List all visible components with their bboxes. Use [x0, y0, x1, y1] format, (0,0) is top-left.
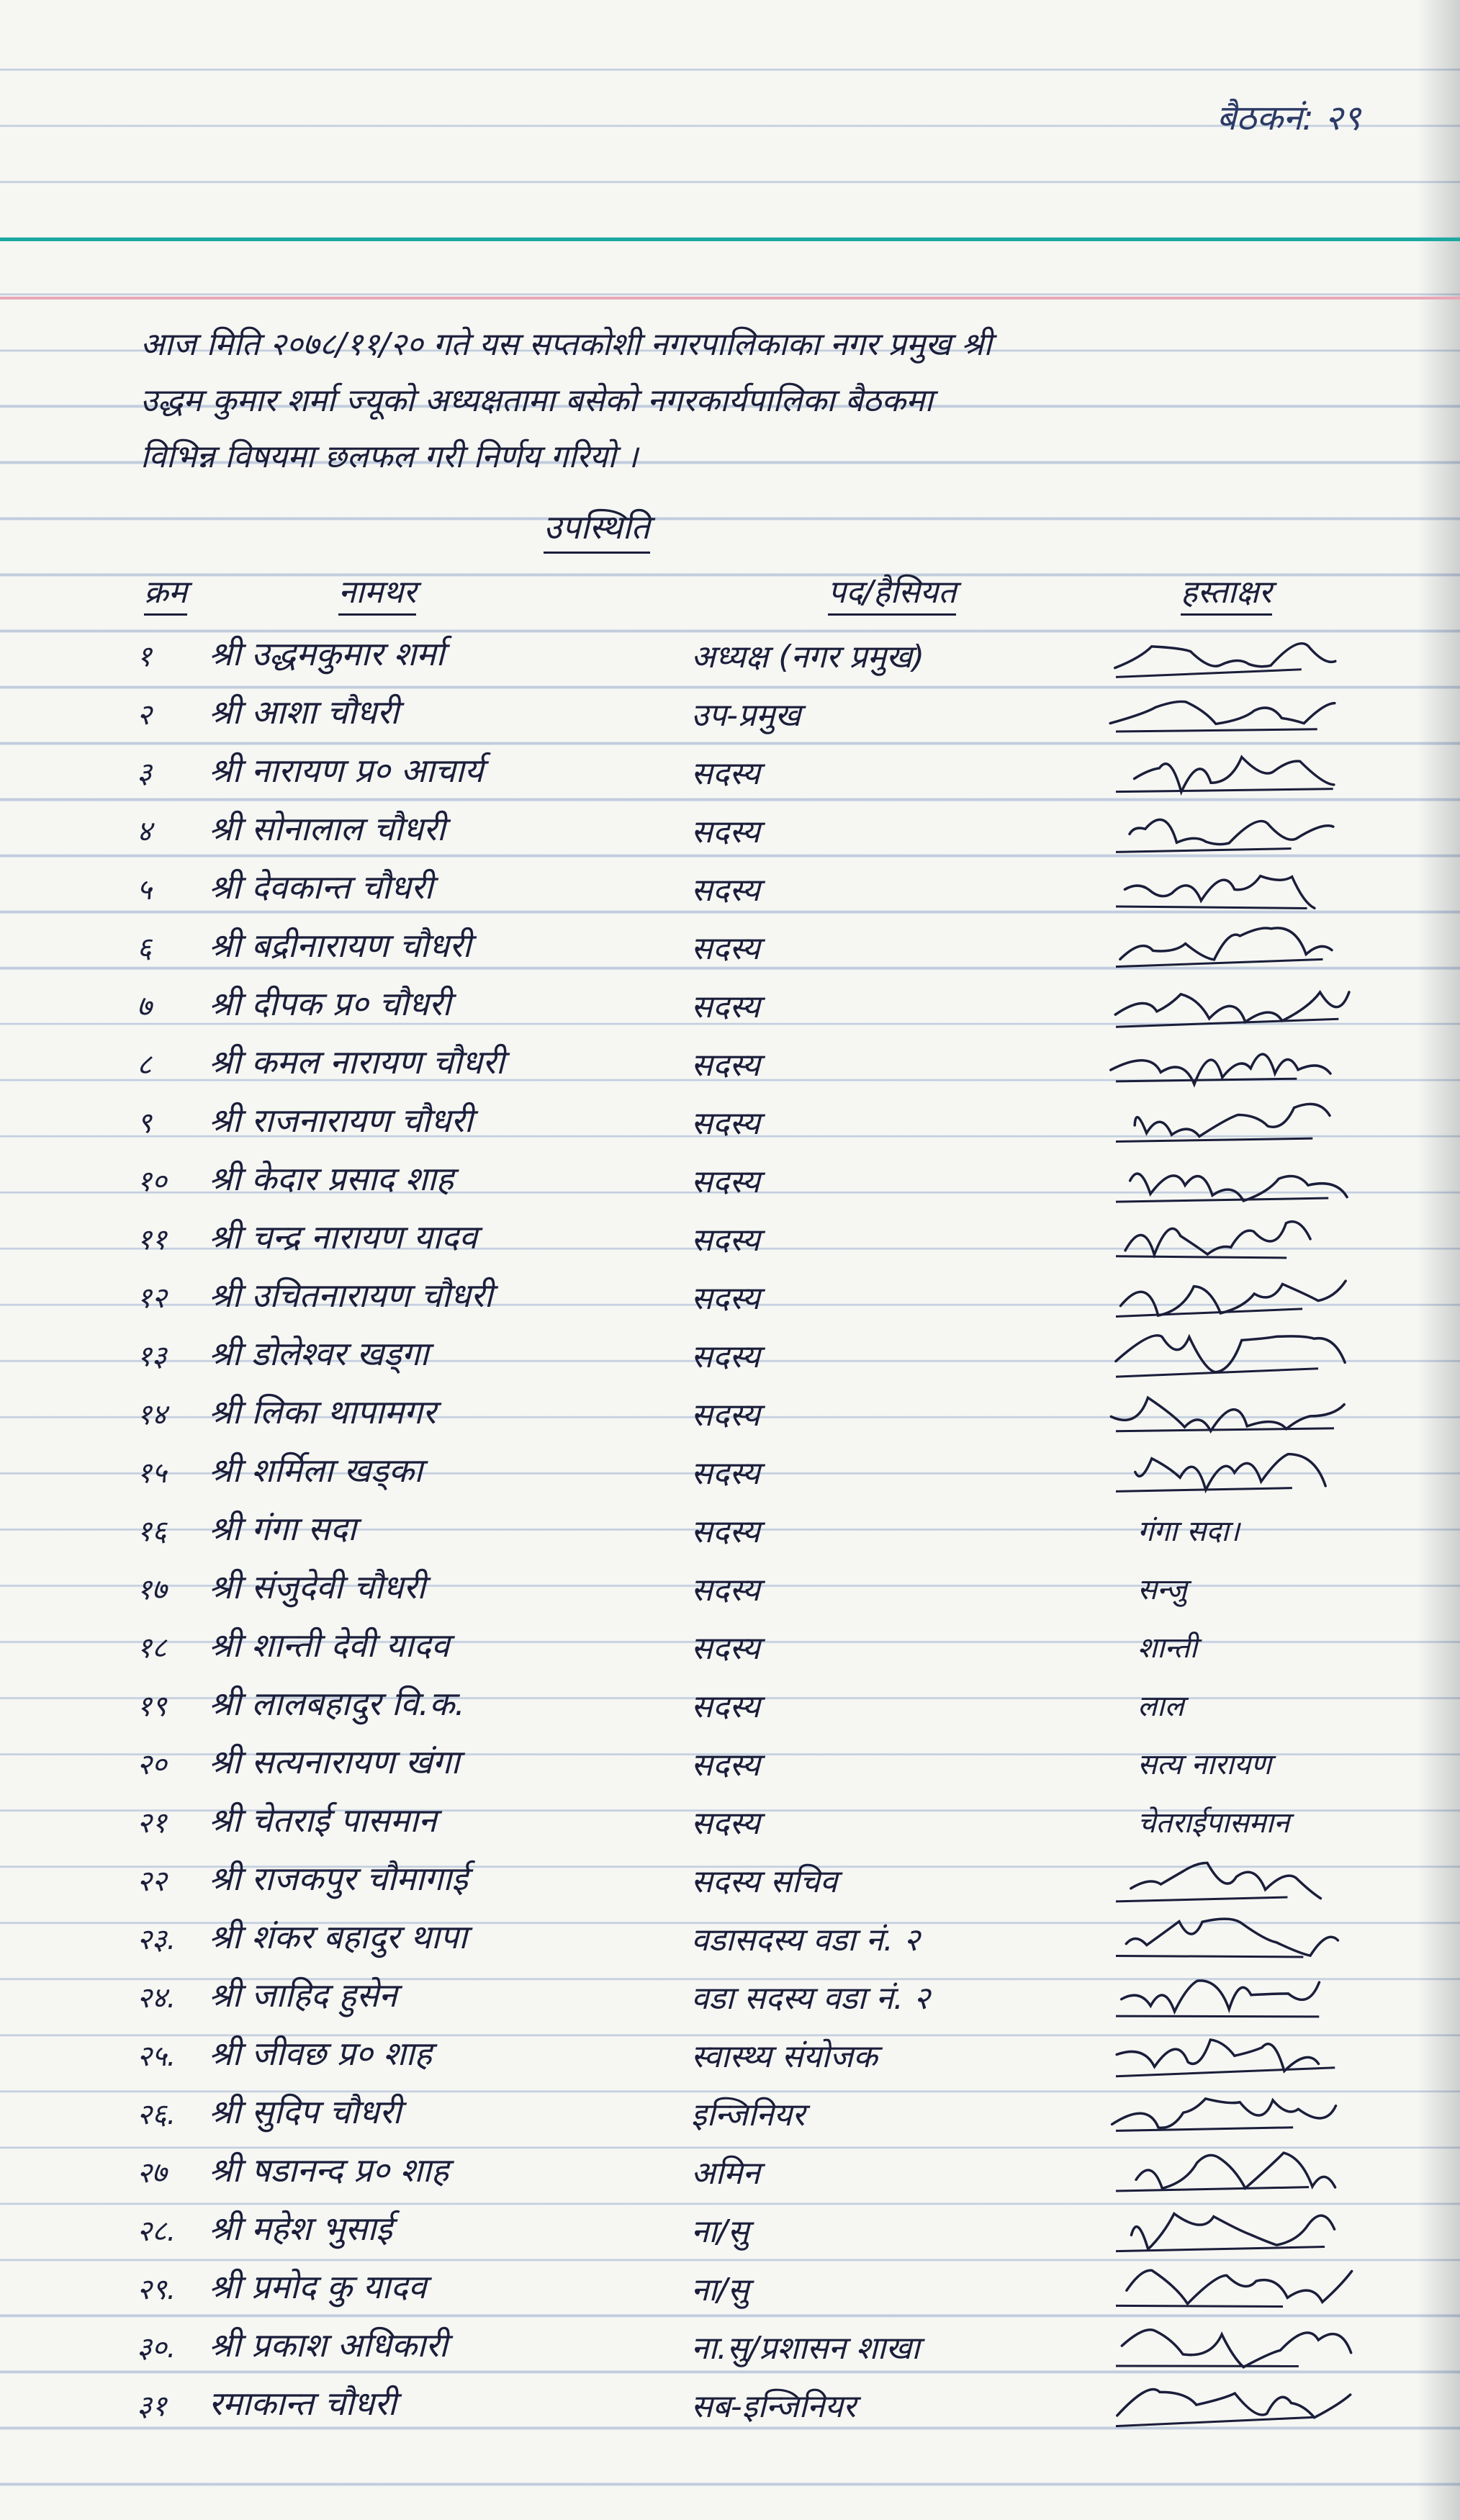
attendee-serial: १६ [137, 1515, 167, 1548]
attendee-row [0, 1093, 1460, 1151]
attendee-serial: २६. [137, 2098, 176, 2131]
attendee-name: श्री शर्मिला खड्का [209, 1451, 423, 1490]
signature-underline [1116, 2068, 1335, 2076]
attendee-signature [1094, 1730, 1397, 1795]
attendee-name: श्री गंगा सदा [209, 1509, 356, 1548]
signature-stroke [1122, 2330, 1351, 2367]
attendee-position: सदस्य [691, 1688, 760, 1725]
signature-stroke [1135, 1104, 1330, 1136]
attendee-serial: २५. [137, 2040, 176, 2073]
signature-underline [1116, 1138, 1312, 1141]
attendee-position: सदस्य [691, 1105, 760, 1142]
signature-underline [1116, 1369, 1318, 1377]
signature-stroke [1126, 1919, 1338, 1956]
attendee-row [0, 2026, 1460, 2084]
attendee-name: श्री केदार प्रसाद शाह [209, 1159, 454, 1198]
intro-line: आज मिति २०७८/११/२० गते यस सप्तकोशी नगरपालिकाका नगर प्रमुख श्री [140, 326, 992, 363]
attendee-signature [1094, 739, 1397, 804]
attendee-row [0, 1734, 1460, 1792]
attendee-row [0, 1851, 1460, 1909]
attendee-serial: १० [137, 1165, 167, 1198]
signature-underline [1116, 906, 1307, 909]
header-rule-line [0, 238, 1460, 241]
column-header-serial: क्रम [144, 569, 187, 616]
signature-handwritten-text: सत्य नारायण [1137, 1748, 1271, 1781]
signature-underline [1116, 670, 1302, 678]
attendee-name: श्री डोलेश्वर खड्गा [209, 1334, 429, 1373]
handwritten-signature-graphic [1094, 2255, 1397, 2320]
attendee-name: श्री लालबहादुर वि.क. [209, 1684, 465, 1723]
signature-underline [1116, 2305, 1283, 2306]
attendee-signature [1094, 1147, 1397, 1212]
attendee-position: उप-प्रमुख [691, 697, 801, 734]
attendee-signature [1094, 1205, 1397, 1270]
attendee-name: श्री महेश भुसाई [209, 2209, 392, 2248]
handwritten-signature-graphic [1094, 1147, 1397, 1212]
attendee-serial: ३०. [137, 2331, 176, 2364]
attendee-position: सदस्य [691, 1572, 760, 1608]
attendee-position: इन्जिनियर [691, 2097, 806, 2133]
attendee-row [0, 685, 1460, 742]
attendee-serial: २८. [137, 2215, 176, 2248]
attendee-position: सदस्य [691, 989, 760, 1025]
handwritten-signature-graphic [1094, 1439, 1397, 1503]
attendee-signature [1094, 2372, 1397, 2436]
attendee-name: श्री देवकान्त चौधरी [209, 868, 433, 906]
attendee-name: श्री बद्रीनारायण चौधरी [209, 926, 472, 965]
attendee-position: सदस्य [691, 1047, 760, 1084]
attendee-signature [1094, 2197, 1397, 2262]
attendee-row [0, 2201, 1460, 2259]
attendee-signature [1094, 1089, 1397, 1153]
attendee-row [0, 1618, 1460, 1675]
attendee-row [0, 1560, 1460, 1617]
attendee-position: सदस्य [691, 1805, 760, 1842]
signature-stroke [1120, 928, 1332, 960]
handwritten-signature-graphic [1094, 1264, 1397, 1328]
attendee-position: सब-इन्जिनियर [691, 2388, 856, 2425]
attendee-position: वडा सदस्य वडा नं. २ [691, 1980, 930, 2017]
column-header-name: नामथर [338, 569, 416, 616]
attendee-serial: १९ [137, 1690, 167, 1723]
attendee-signature [1094, 2313, 1397, 2378]
signature-underline [1116, 1309, 1302, 1317]
attendee-signature [1094, 1264, 1397, 1328]
signature-stroke [1120, 1281, 1346, 1315]
attendee-position: सदस्य [691, 1513, 760, 1550]
attendee-serial: ३१ [137, 2390, 167, 2423]
attendee-name: श्री जाहिद हुसेन [209, 1976, 397, 2015]
attendee-name: श्री चेतराई पासमान [209, 1801, 437, 1840]
attendee-row [0, 743, 1460, 801]
attendee-serial: १५ [137, 1457, 167, 1490]
attendee-name: श्री उचितनारायण चौधरी [209, 1276, 493, 1315]
attendee-position: स्वास्थ्य संयोजक [691, 2038, 878, 2075]
handwritten-signature-graphic [1094, 1847, 1397, 1912]
attendee-signature [1094, 1847, 1397, 1912]
signature-stroke [1130, 1174, 1347, 1201]
attendee-name: श्री आशा चौधरी [209, 693, 400, 732]
handwritten-signature-graphic [1094, 739, 1397, 804]
attendee-position: सदस्य [691, 1164, 760, 1200]
signature-stroke [1135, 757, 1334, 792]
handwritten-signature-graphic [1094, 972, 1397, 1037]
signature-stroke [1116, 1336, 1345, 1372]
attendee-position: सदस्य [691, 930, 760, 967]
attendee-row [0, 860, 1460, 917]
attendee-name: श्री लिका थापामगर [209, 1392, 436, 1431]
signature-handwritten-text: चेतराईपासमान [1137, 1806, 1290, 1840]
signature-handwritten-text: सन्जु [1137, 1573, 1187, 1606]
handwritten-signature-graphic [1094, 797, 1397, 862]
attendee-position: अमिन [691, 2155, 760, 2192]
signature-stroke [1136, 2153, 1335, 2188]
attendee-signature [1094, 797, 1397, 862]
attendee-signature [1094, 2080, 1397, 2145]
attendee-serial: २१ [137, 1806, 167, 1840]
attendee-signature [1094, 914, 1397, 978]
attendee-row [0, 1268, 1460, 1326]
signature-handwritten-text: गंगा सदा। [1137, 1515, 1240, 1548]
handwritten-signature-graphic [1094, 2022, 1397, 2087]
attendee-position: ना/सु [691, 2272, 749, 2308]
attendee-signature [1094, 1614, 1397, 1678]
signature-underline [1116, 1256, 1286, 1258]
signature-stroke [1131, 2214, 1334, 2249]
signature-handwritten-text: शान्ती [1137, 1632, 1198, 1665]
signature-stroke [1131, 1863, 1321, 1898]
signature-stroke [1117, 2390, 1351, 2418]
attendee-signature [1094, 1788, 1397, 1853]
signature-underline [1116, 729, 1317, 732]
attendee-name: श्री दीपक प्र० चौधरी [209, 984, 451, 1023]
attendee-signature [1094, 1497, 1397, 1562]
attendee-serial: १७ [137, 1573, 167, 1606]
attendee-signature [1094, 2255, 1397, 2320]
signature-underline [1116, 1019, 1338, 1027]
attendee-serial: २९. [137, 2273, 176, 2306]
attendee-position: वडासदस्य वडा नं. २ [691, 1922, 920, 1958]
intro-line: उद्धम कुमार शर्मा ज्यूको अध्यक्षतामा बसेको नगरकार्यपालिका बैठकमा [140, 382, 933, 419]
attendee-position: सदस्य [691, 1280, 760, 1317]
attendee-serial: ७ [137, 990, 152, 1023]
attendee-signature [1094, 1439, 1397, 1503]
attendee-name: श्री उद्धमकुमार शर्मा [209, 634, 445, 673]
handwritten-signature-graphic [1094, 2138, 1397, 2203]
attendee-row [0, 1035, 1460, 1092]
attendee-row [0, 1210, 1460, 1267]
handwritten-signature-graphic [1094, 914, 1397, 978]
attendee-position: सदस्य [691, 1338, 760, 1375]
intro-line: विभिन्न विषयमा छलफल गरी निर्णय गरियो । [140, 438, 639, 475]
attendee-row [0, 1385, 1460, 1442]
attendee-position: सदस्य [691, 1630, 760, 1667]
attendee-signature [1094, 2138, 1397, 2203]
attendee-serial: ८ [137, 1048, 152, 1081]
attendee-signature [1094, 622, 1397, 687]
attendee-name: श्री प्रकाश अधिकारी [209, 2326, 448, 2364]
attendee-signature [1094, 1672, 1397, 1737]
signature-underline [1116, 2128, 1293, 2131]
handwritten-signature-graphic [1094, 855, 1397, 920]
attendee-serial: २० [137, 1748, 167, 1781]
intro-paragraph [140, 317, 1407, 485]
attendee-row [0, 1151, 1460, 1209]
attendee-row [0, 1968, 1460, 2025]
attendee-position: सदस्य [691, 1747, 760, 1783]
attendee-signature [1094, 1963, 1397, 2028]
signature-underline [1116, 959, 1322, 966]
column-header-position: पद/हैसियत [828, 569, 956, 616]
attendee-serial: १ [137, 640, 152, 673]
attendee-serial: १४ [137, 1398, 167, 1431]
attendee-row [0, 1909, 1460, 1967]
column-header-signature: हस्ताक्षर [1181, 569, 1272, 616]
handwritten-signature-graphic [1094, 622, 1397, 687]
attendee-name: श्री शान्ती देवी यादव [209, 1626, 450, 1665]
signature-stroke [1110, 701, 1335, 724]
signature-stroke [1111, 1398, 1344, 1431]
handwritten-signature-graphic [1094, 2197, 1397, 2262]
attendee-name: श्री सोनालाल चौधरी [209, 809, 446, 848]
signature-stroke [1127, 2270, 1352, 2303]
signature-stroke [1117, 2040, 1318, 2071]
attendee-name: श्री सुदिप चौधरी [209, 2092, 402, 2131]
attendee-serial: ५ [137, 873, 152, 906]
attendee-serial: ६ [137, 932, 152, 965]
attendee-name: श्री जीवछ प्र० शाह [209, 2034, 432, 2073]
signature-stroke [1115, 644, 1335, 668]
attendee-row [0, 2259, 1460, 2317]
attendee-row [0, 2318, 1460, 2375]
attendee-position: सदस्य [691, 1222, 760, 1259]
attendee-signature [1094, 972, 1397, 1037]
attendee-row [0, 801, 1460, 859]
attendee-signature [1094, 1555, 1397, 1620]
signature-stroke [1115, 992, 1349, 1022]
attendee-serial: २२ [137, 1865, 167, 1898]
attendee-serial: २७ [137, 2156, 167, 2190]
signature-underline [1116, 849, 1292, 852]
attendee-row [0, 2143, 1460, 2200]
attendee-position: सदस्य [691, 1397, 760, 1434]
attendee-row [0, 1326, 1460, 1384]
attendee-name: श्री नारायण प्र० आचार्य [209, 751, 484, 790]
attendee-serial: २४. [137, 1981, 176, 2015]
handwritten-signature-graphic [1094, 1030, 1397, 1095]
attendee-name: श्री कमल नारायण चौधरी [209, 1043, 505, 1081]
attendee-name: श्री राजनारायण चौधरी [209, 1101, 473, 1140]
signature-underline [1116, 789, 1333, 792]
attendee-signature [1094, 1322, 1397, 1387]
signature-stroke [1135, 1454, 1325, 1490]
attendee-serial: ३ [137, 757, 152, 790]
handwritten-signature-graphic [1094, 1089, 1397, 1153]
meeting-number: बैठकनं: २९ [1217, 98, 1361, 138]
signature-underline [1116, 2417, 1315, 2426]
signature-underline [1116, 2187, 1309, 2191]
attendee-row [0, 976, 1460, 1034]
attendee-signature [1094, 1030, 1397, 1095]
handwritten-signature-graphic [1094, 1322, 1397, 1387]
signature-stroke [1130, 819, 1333, 844]
attendee-name: श्री षडानन्द प्र० शाह [209, 2151, 449, 2190]
attendee-serial: ९ [137, 1107, 152, 1140]
attendee-position: ना.सु/प्रशासन शाखा [691, 2330, 920, 2367]
attendee-name: श्री संजुदेवी चौधरी [209, 1567, 426, 1606]
attendee-signature [1094, 1380, 1397, 1445]
attendee-signature [1094, 855, 1397, 920]
handwritten-signature-graphic [1094, 1963, 1397, 2028]
handwritten-signature-graphic [1094, 680, 1397, 745]
handwritten-signature-graphic [1094, 1905, 1397, 1970]
attendee-row [0, 918, 1460, 976]
attendee-position: ना/सु [691, 2213, 749, 2250]
attendee-signature [1094, 680, 1397, 745]
margin-rule-line [0, 297, 1460, 300]
attendee-name: श्री सत्यनारायण खंगा [209, 1742, 460, 1781]
attendee-serial: ११ [137, 1223, 167, 1256]
signature-stroke [1125, 876, 1314, 909]
attendee-row [0, 626, 1460, 684]
attendee-row [0, 2084, 1460, 2142]
signature-underline [1116, 2016, 1319, 2017]
attendee-name: श्री शंकर बहादुर थापा [209, 1917, 467, 1956]
attendee-position: सदस्य [691, 814, 760, 850]
attendee-position: अध्यक्ष (नगर प्रमुख) [691, 639, 925, 675]
attendee-row [0, 1676, 1460, 1734]
attendee-position: सदस्य सचिव [691, 1863, 838, 1900]
signature-handwritten-text: लाल [1137, 1690, 1184, 1723]
attendee-position: सदस्य [691, 872, 760, 909]
signature-underline [1116, 1079, 1297, 1081]
signature-underline [1116, 1897, 1287, 1902]
attendee-row [0, 2376, 1460, 2434]
attendee-position: सदस्य [691, 755, 760, 792]
attendee-name: रमाकान्त चौधरी [209, 2384, 397, 2423]
signature-stroke [1112, 2099, 1336, 2128]
signature-stroke [1125, 1222, 1310, 1255]
attendee-row [0, 1793, 1460, 1850]
attendee-serial: २ [137, 698, 152, 732]
handwritten-signature-graphic [1094, 2080, 1397, 2145]
attendee-row [0, 1501, 1460, 1559]
attendee-serial: २३. [137, 1923, 176, 1956]
attendee-name: श्री प्रमोद कु यादव [209, 2267, 427, 2306]
attendee-row [0, 1443, 1460, 1500]
signature-stroke [1122, 1981, 1320, 2012]
signature-underline [1116, 1428, 1334, 1431]
handwritten-signature-graphic [1094, 2313, 1397, 2378]
signature-underline [1116, 1198, 1328, 1202]
attendee-position: सदस्य [691, 1455, 760, 1492]
attendee-serial: ४ [137, 815, 152, 848]
attendee-signature [1094, 2022, 1397, 2087]
attendee-serial: १३ [137, 1340, 167, 1373]
handwritten-signature-graphic [1094, 2372, 1397, 2436]
handwritten-signature-graphic [1094, 1205, 1397, 1270]
attendee-serial: १८ [137, 1632, 167, 1665]
attendance-heading: उपस्थिति [544, 504, 650, 554]
handwritten-signature-graphic [1094, 1380, 1397, 1445]
attendee-serial: १२ [137, 1282, 167, 1315]
attendee-name: श्री राजकपुर चौमागाई [209, 1859, 468, 1898]
attendee-name: श्री चन्द्र नारायण यादव [209, 1218, 477, 1256]
attendee-signature [1094, 1905, 1397, 1970]
